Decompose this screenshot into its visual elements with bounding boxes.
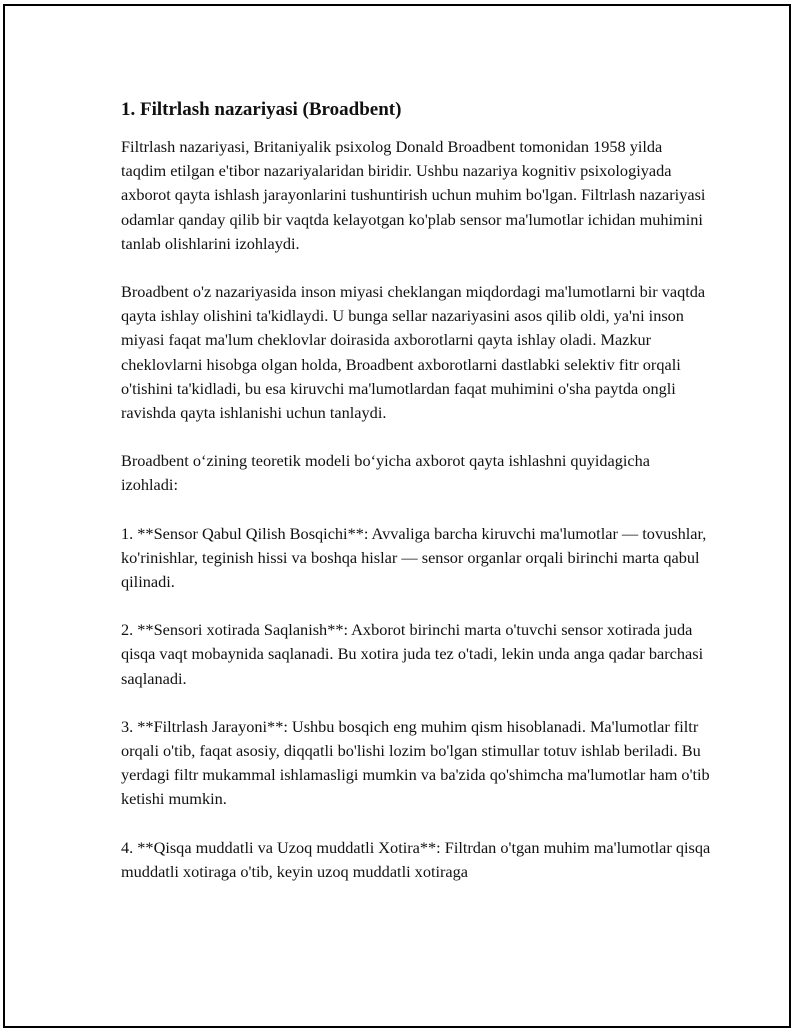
- paragraph-intro: Filtrlash nazariyasi, Britaniyalik psixolog Donald Broadbent tomonidan 1958 yilda taqdim etilgan e'tibor nazariyalaridan biridir. Ushbu nazariya kognitiv psixologiyada axborot qayta ishlash jarayonlarini tushuntirish uchun muhim bo'lgan. Filtrlash nazariyasi odamlar qanday qilib bir vaqtda kelayotgan ko'plab sensor ma'lumotlar ichidan muhimini tanlab olishlarini izohlaydi.: [121, 137, 706, 253]
- document-body: [121, 97, 711, 908]
- paragraph-limited-capacity: Broadbent o'z nazariyasida inson miyasi cheklangan miqdordagi ma'lumotlarni bir vaqtda qayta ishlay olishini ta'kidlaydi. U bunga sellar nazariyasini asos qilib oldi, ya'ni inson miyasi faqat ma'lum cheklovlar doirasida axborotlarni qayta ishlay oladi. Mazkur cheklovlarni hisobga olgan holda, Broadbent axborotlarni dastlabki selektiv fitr orqali o'tishini ta'kidladi, bu esa kiruvchi ma'lumotlardan faqat muhimini o'sha paytda ongli ravishda qayta ishlanishi uchun tanlaydi.: [121, 282, 706, 423]
- paragraph-model-intro: Broadbent o‘zining teoretik modeli bo‘yicha axborot qayta ishlashni quyidagicha izohladi:: [121, 451, 650, 495]
- section-heading: 1. Filtrlash nazariyasi (Broadbent): [121, 99, 402, 120]
- list-item-memory-stages: 4. **Qisqa muddatli va Uzoq muddatli Xotira**: Filtrdan o'tgan muhim ma'lumotlar qisqa muddatli xotiraga o'tib, keyin uzoq muddatli xotiraga: [121, 837, 711, 881]
- document-page: [3, 4, 791, 1028]
- list-item-sensory-memory: 2. **Sensori xotirada Saqlanish**: Axborot birinchi marta o'tuvchi sensor xotirada juda qisqa vaqt mobaynida saqlanadi. Bu xotira juda tez o'tadi, lekin unda anga qadar barchasi saqlanadi.: [121, 620, 704, 688]
- list-item-filtering-process: 3. **Filtrlash Jarayoni**: Ushbu bosqich eng muhim qism hisoblanadi. Ma'lumotlar filtr orqali o'tib, faqat asosiy, diqqatli bo'lishi lozim bo'lgan stimullar totuv ishlab beriladi. Bu yerdagi filtr mukammal ishlamasligi mumkin va ba'zida qo'shimcha ma'lumotlar ham o'tib ketishi mumkin.: [121, 716, 710, 809]
- list-item-sensor-reception: 1. **Sensor Qabul Qilish Bosqichi**: Avvaliga barcha kiruvchi ma'lumotlar — tovushlar, ko'rinishlar, teginish hissi va boshqa hislar — sensor organlar orqali birinchi marta qabul qilinadi.: [121, 523, 707, 592]
